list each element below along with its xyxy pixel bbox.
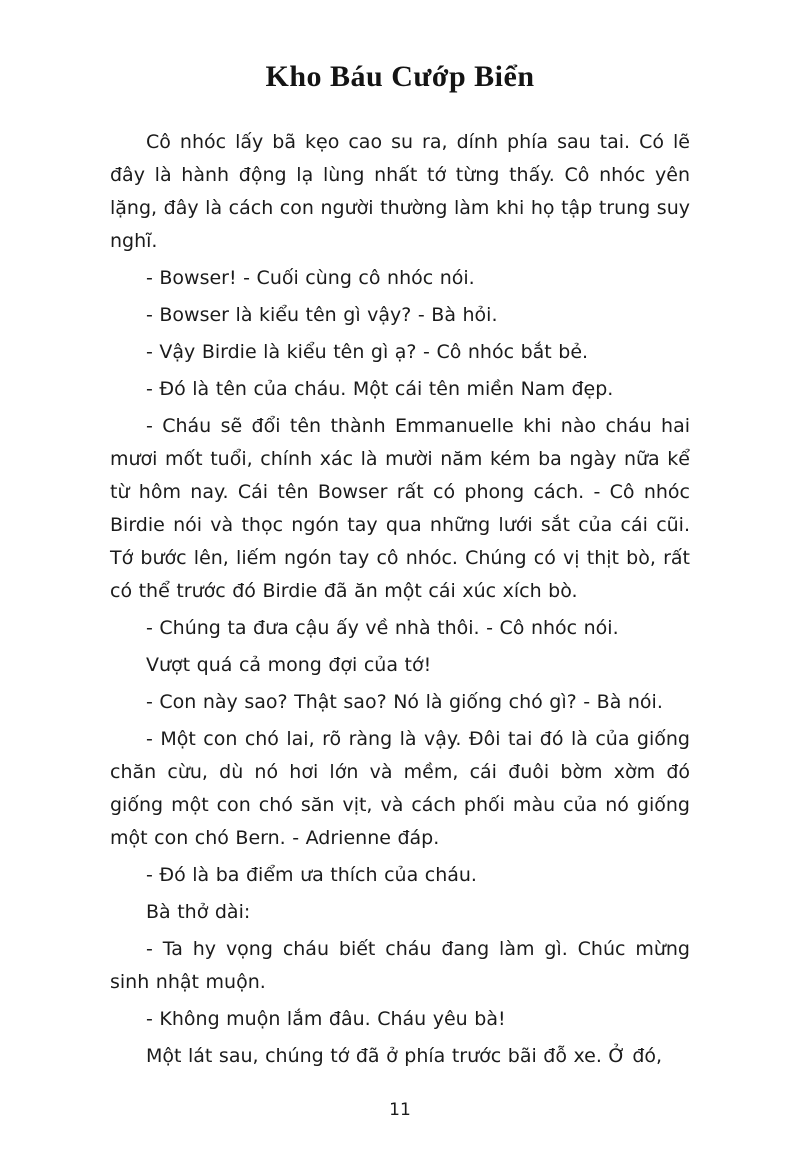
- paragraph: - Cháu sẽ đổi tên thành Emmanuelle khi nào cháu hai mươi mốt tuổi, chính xác là mười năm kém ba ngày nữa kể từ hôm nay. Cái tên Bowser rất có phong cách. - Cô nhóc Birdie nói và thọc ngón tay qua những lưới sắt của cái cũi. Tớ bước lên, liếm ngón tay cô nhóc. Chúng có vị thịt bò, rất có thể trước đó Birdie đã ăn một cái xúc xích bò.: [110, 415, 690, 602]
- paragraph: - Bowser! - Cuối cùng cô nhóc nói.: [146, 267, 475, 289]
- body-text: [110, 126, 690, 1073]
- page-title: Kho Báu Cướp Biển: [265, 60, 535, 93]
- paragraph: Một lát sau, chúng tớ đã ở phía trước bãi đỗ xe. Ở đó,: [146, 1045, 663, 1067]
- paragraph: Vượt quá cả mong đợi của tớ!: [146, 654, 432, 676]
- page-number: 11: [389, 1100, 411, 1120]
- paragraph: - Không muộn lắm đâu. Cháu yêu bà!: [146, 1008, 506, 1030]
- paragraph: - Vậy Birdie là kiểu tên gì ạ? - Cô nhóc bắt bẻ.: [146, 341, 589, 363]
- paragraph: - Một con chó lai, rõ ràng là vậy. Đôi tai đó là của giống chăn cừu, dù nó hơi lớn và mềm, cái đuôi bờm xờm đó giống một con chó săn vịt, và cách phối màu của nó giống một con chó Bern. - Adrienne đáp.: [110, 728, 690, 849]
- paragraph: - Đó là tên của cháu. Một cái tên miền Nam đẹp.: [146, 378, 614, 400]
- paragraph: Cô nhóc lấy bã kẹo cao su ra, dính phía sau tai. Có lẽ đây là hành động lạ lùng nhất tớ từng thấy. Cô nhóc yên lặng, đây là cách con người thường làm khi họ tập trung suy nghĩ.: [110, 131, 690, 252]
- paragraph: - Đó là ba điểm ưa thích của cháu.: [146, 864, 477, 886]
- paragraph: Bà thở dài:: [146, 901, 251, 923]
- paragraph: - Bowser là kiểu tên gì vậy? - Bà hỏi.: [146, 304, 498, 326]
- paragraph: - Ta hy vọng cháu biết cháu đang làm gì. Chúc mừng sinh nhật muộn.: [110, 938, 690, 993]
- paragraph: - Con này sao? Thật sao? Nó là giống chó gì? - Bà nói.: [146, 691, 663, 713]
- paragraph: - Chúng ta đưa cậu ấy về nhà thôi. - Cô nhóc nói.: [146, 617, 619, 639]
